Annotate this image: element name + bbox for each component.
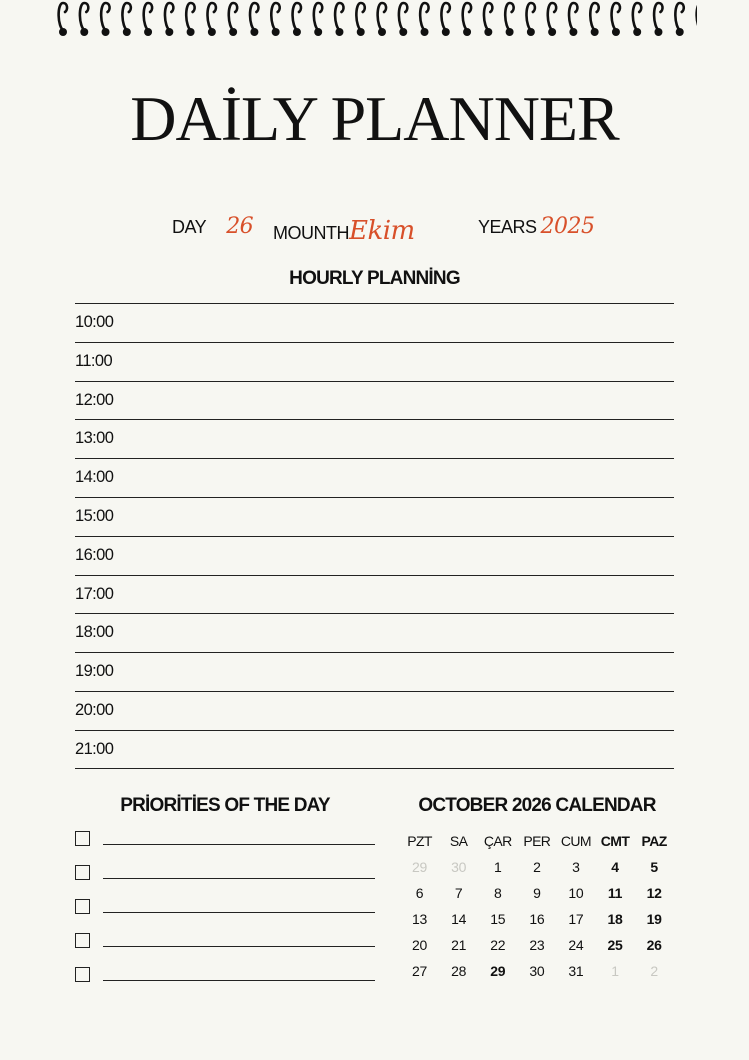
spiral-ring [271, 3, 279, 31]
day-value[interactable]: 26 [226, 214, 254, 239]
spiral-ring [356, 3, 364, 31]
spiral-hole [442, 28, 450, 36]
spiral-ring [186, 3, 194, 31]
calendar-day[interactable]: 24 [568, 937, 584, 953]
calendar-grid [400, 828, 674, 984]
calendar-day[interactable]: 2 [650, 963, 658, 979]
day-field [172, 214, 253, 244]
hour-label: 13:00 [75, 429, 114, 448]
spiral-hole [612, 28, 620, 36]
hour-label: 21:00 [75, 739, 114, 758]
spiral-hole [187, 28, 195, 36]
calendar-day[interactable]: 10 [568, 885, 584, 901]
calendar-day[interactable]: 8 [493, 885, 502, 901]
spiral-ring [122, 3, 130, 31]
calendar-day[interactable]: 19 [646, 911, 662, 927]
calendar-day[interactable]: 16 [529, 911, 545, 927]
spiral-ring [654, 3, 662, 31]
spiral-ring [633, 3, 641, 31]
spiral-hole [314, 28, 322, 36]
spiral-hole [250, 28, 258, 36]
spiral-ring [314, 3, 322, 31]
spiral-hole [378, 28, 386, 36]
spiral-ring [612, 3, 620, 31]
spiral-ring [675, 3, 683, 31]
hour-row[interactable] [75, 575, 674, 614]
spiral-ring [548, 3, 556, 31]
calendar-day[interactable]: 11 [607, 885, 623, 901]
hour-label: 12:00 [75, 390, 114, 409]
calendar-day[interactable]: 29 [490, 963, 506, 979]
spiral-ring [101, 3, 109, 31]
calendar-day[interactable]: 23 [529, 937, 545, 953]
calendar-weekday-row [400, 828, 674, 854]
weekday-label: PAZ [641, 833, 667, 849]
spiral-hole [335, 28, 343, 36]
hour-label: 19:00 [75, 662, 114, 681]
spiral-ring [144, 3, 152, 31]
weekday-label: CUM [560, 833, 591, 849]
spiral-hole [463, 28, 471, 36]
weekday-label: ÇAR [483, 833, 512, 849]
calendar-day[interactable]: 1 [611, 963, 619, 979]
hour-label: 17:00 [75, 584, 114, 603]
priority-writing-line[interactable] [103, 980, 375, 981]
spiral-hole [527, 28, 535, 36]
page-title: DAİLY PLANNER [130, 83, 619, 154]
hour-label: 11:00 [75, 351, 113, 370]
spiral-hole [591, 28, 599, 36]
hour-row[interactable] [75, 381, 674, 420]
calendar-day[interactable]: 2 [533, 859, 541, 875]
spiral-ring [463, 3, 471, 31]
spiral-hole [229, 28, 237, 36]
spiral-hole [80, 28, 88, 36]
calendar-day[interactable]: 31 [568, 963, 584, 979]
spiral-ring [80, 3, 88, 31]
weekday-label: PZT [407, 833, 432, 849]
weekday-label: SA [449, 833, 468, 849]
hour-label: 16:00 [75, 545, 114, 564]
calendar-day[interactable]: 9 [533, 885, 541, 901]
hour-row[interactable] [75, 497, 674, 536]
priority-item [75, 864, 375, 898]
spiral-hole [676, 28, 684, 36]
month-field [273, 216, 415, 246]
spiral-ring [250, 3, 258, 31]
spiral-hole [357, 28, 365, 36]
calendar-day[interactable]: 30 [529, 963, 545, 979]
spiral-hole [144, 28, 152, 36]
spiral-hole [59, 28, 67, 36]
priority-checkbox[interactable] [75, 933, 90, 948]
calendar-day[interactable]: 29 [412, 859, 428, 875]
month-value[interactable]: Ekim [349, 216, 415, 246]
calendar-day[interactable]: 20 [412, 937, 428, 953]
spiral-hole [421, 28, 429, 36]
weekday-label: PER [523, 833, 551, 849]
calendar-day[interactable]: 15 [490, 911, 506, 927]
calendar-day[interactable]: 18 [607, 911, 623, 927]
priority-writing-line[interactable] [103, 912, 375, 913]
weekday-label: CMT [600, 833, 630, 849]
spiral-hole [633, 28, 641, 36]
month-label: MOUNTH [273, 223, 349, 243]
spiral-ring [526, 3, 534, 31]
spiral-hole [399, 28, 407, 36]
spiral-ring [293, 3, 301, 31]
spiral-hole [123, 28, 131, 36]
calendar-day[interactable]: 21 [451, 937, 467, 953]
spiral-hole [272, 28, 280, 36]
spiral-ring [207, 3, 215, 31]
priority-item [75, 830, 375, 864]
priorities-list [75, 830, 375, 1000]
priority-writing-line[interactable] [103, 844, 375, 845]
calendar-day[interactable]: 13 [412, 911, 428, 927]
hour-row[interactable] [75, 536, 674, 575]
calendar-title: OCTOBER 2026 CALENDAR [418, 795, 656, 816]
spiral-hole [548, 28, 556, 36]
hour-row[interactable] [75, 419, 674, 458]
spiral-ring [505, 3, 513, 31]
priority-checkbox[interactable] [75, 967, 90, 982]
calendar-day[interactable]: 27 [412, 963, 428, 979]
calendar-day[interactable]: 5 [650, 859, 658, 875]
spiral-hole [569, 28, 577, 36]
spiral-ring [335, 3, 343, 31]
hour-label: 15:00 [75, 506, 114, 525]
calendar-day[interactable]: 30 [451, 859, 467, 875]
calendar-day[interactable]: 7 [454, 885, 463, 901]
spiral-binding [57, 0, 697, 40]
spiral-ring [569, 3, 577, 31]
hour-label: 14:00 [75, 468, 114, 487]
calendar-day[interactable]: 1 [493, 859, 502, 875]
hour-row[interactable] [75, 730, 674, 769]
spiral-hole [293, 28, 301, 36]
spiral-hole [654, 28, 662, 36]
hour-row[interactable] [75, 691, 674, 730]
priority-checkbox[interactable] [75, 899, 90, 914]
hour-row[interactable] [75, 613, 674, 652]
year-field [478, 214, 595, 244]
calendar-day[interactable]: 26 [646, 937, 662, 953]
spiral-hole [165, 28, 173, 36]
priority-checkbox[interactable] [75, 865, 90, 880]
calendar-day[interactable]: 14 [451, 911, 467, 927]
hour-label: 18:00 [75, 623, 114, 642]
year-value[interactable]: 2025 [540, 214, 595, 239]
calendar-day[interactable]: 4 [611, 859, 619, 875]
calendar-day[interactable]: 3 [572, 859, 580, 875]
priority-item [75, 898, 375, 932]
spiral-ring [441, 3, 449, 31]
priority-item [75, 932, 375, 966]
calendar-week-row [400, 906, 674, 932]
spiral-ring [420, 3, 428, 31]
hour-row[interactable] [75, 652, 674, 691]
hourly-planning-title: HOURLY PLANNİNG [289, 268, 460, 289]
spiral-ring [484, 3, 492, 31]
calendar-week-row [400, 958, 674, 984]
day-label: DAY [172, 217, 207, 237]
spiral-ring [590, 3, 598, 31]
spiral-ring [399, 3, 407, 31]
calendar-week-row [400, 854, 674, 880]
calendar-day[interactable]: 28 [451, 963, 467, 979]
hour-row[interactable] [75, 458, 674, 497]
calendar-day[interactable]: 6 [415, 885, 424, 901]
spiral-hole [484, 28, 492, 36]
spiral-ring [229, 3, 237, 31]
hour-label: 10:00 [75, 313, 114, 331]
priority-writing-line[interactable] [103, 878, 375, 879]
hour-label: 20:00 [75, 700, 114, 719]
calendar-week-row [400, 880, 674, 906]
calendar-day[interactable]: 22 [490, 937, 506, 953]
calendar-day[interactable]: 17 [568, 911, 584, 927]
spiral-hole [208, 28, 216, 36]
calendar-week-row [400, 932, 674, 958]
spiral-ring [165, 3, 173, 31]
spiral-hole [506, 28, 514, 36]
spiral-ring [378, 3, 386, 31]
hourly-list [75, 303, 674, 769]
hour-row[interactable] [75, 303, 674, 342]
calendar-day[interactable]: 25 [607, 937, 623, 953]
spiral-hole [102, 28, 110, 36]
calendar-day[interactable]: 12 [646, 885, 662, 901]
priority-item [75, 966, 375, 1000]
priorities-title: PRİORİTİES OF THE DAY [120, 795, 330, 816]
priority-checkbox[interactable] [75, 831, 90, 846]
spiral-ring [59, 3, 67, 31]
hour-row[interactable] [75, 342, 674, 381]
year-label: YEARS [478, 217, 537, 237]
priority-writing-line[interactable] [103, 946, 375, 947]
